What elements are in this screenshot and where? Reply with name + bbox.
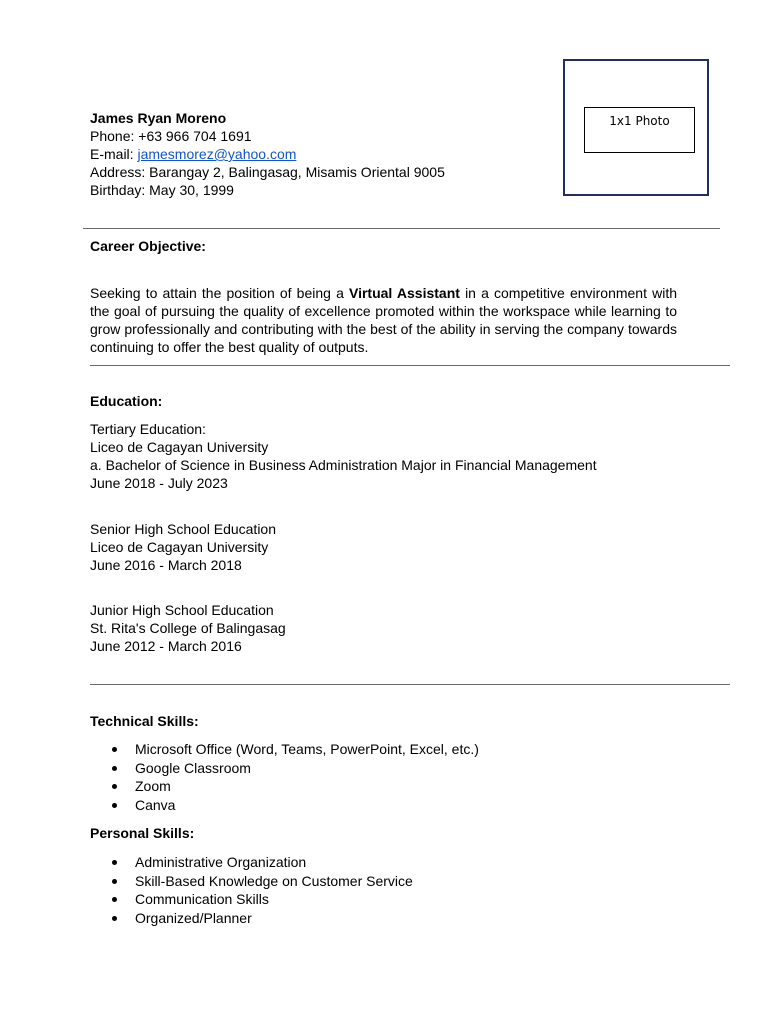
career-intro: Seeking to attain the position of being a — [90, 285, 349, 301]
divider-education — [90, 684, 730, 685]
tertiary-course: a. Bachelor of Science in Business Administration Major in Financial Management — [90, 457, 597, 473]
list-item — [90, 796, 479, 815]
bullet-icon — [112, 766, 117, 771]
career-position: Virtual Assistant — [348, 285, 460, 301]
skill-text: Zoom — [135, 778, 171, 795]
list-item — [90, 740, 479, 759]
skill-text: Communication Skills — [135, 891, 269, 908]
email-link[interactable]: jamesmorez@yahoo.com — [137, 146, 297, 162]
skill-text: Google Classroom — [135, 759, 251, 776]
education-senior — [90, 520, 276, 574]
bullet-icon — [112, 803, 117, 808]
technical-skills-list — [90, 740, 479, 814]
career-objective-text — [90, 284, 677, 356]
email-label: E-mail: — [90, 146, 138, 162]
list-item — [90, 890, 413, 909]
tertiary-school: Liceo de Cagayan University — [90, 439, 269, 455]
list-item — [90, 777, 479, 796]
bullet-icon — [112, 860, 117, 865]
divider-career — [90, 365, 730, 366]
senior-school: Liceo de Cagayan University — [90, 539, 269, 555]
list-item — [90, 872, 413, 891]
personal-skills-heading: Personal Skills: — [90, 825, 195, 841]
bullet-icon — [112, 897, 117, 902]
technical-skills-heading: Technical Skills: — [90, 713, 199, 729]
bullet-icon — [112, 879, 117, 884]
list-item — [90, 759, 479, 778]
career-rest: in a competitive environment with the goal of pursuing the quality of excellence promoted within the workspace while learning to grow professionally and contributing with the best of the ability in serving the company towards continuing to offer the best quality of outputs. — [90, 285, 678, 355]
personal-skills-list — [90, 853, 413, 927]
tertiary-level: Tertiary Education: — [90, 421, 206, 437]
list-item — [90, 909, 413, 928]
bullet-icon — [112, 916, 117, 921]
list-item — [90, 853, 413, 872]
skill-text: Canva — [135, 796, 176, 813]
divider-header — [83, 228, 720, 229]
phone-line: Phone: +63 966 704 1691 — [90, 128, 252, 144]
senior-level: Senior High School Education — [90, 521, 277, 537]
education-heading: Education: — [90, 393, 163, 409]
skill-text: Organized/Planner — [135, 909, 252, 926]
contact-block — [90, 109, 445, 199]
applicant-name: James Ryan Moreno — [90, 110, 227, 126]
skill-text: Administrative Organization — [135, 854, 307, 870]
bullet-icon — [112, 784, 117, 789]
photo-placeholder: 1x1 Photo — [584, 107, 695, 153]
junior-level: Junior High School Education — [90, 602, 274, 618]
career-heading: Career Objective: — [90, 238, 206, 254]
address-line: Address: Barangay 2, Balingasag, Misamis Oriental 9005 — [90, 164, 445, 180]
senior-dates: June 2016 - March 2018 — [90, 557, 242, 573]
birthday-line: Birthday: May 30, 1999 — [90, 182, 234, 198]
education-junior — [90, 601, 286, 655]
tertiary-dates: June 2018 - July 2023 — [90, 475, 228, 491]
skill-text: Microsoft Office (Word, Teams, PowerPoint, Excel, etc.) — [135, 741, 479, 757]
junior-school: St. Rita's College of Balingasag — [90, 620, 286, 636]
email-line — [90, 145, 445, 163]
skill-text: Skill-Based Knowledge on Customer Service — [135, 872, 413, 889]
bullet-icon — [112, 747, 117, 752]
education-tertiary — [90, 420, 597, 492]
junior-dates: June 2012 - March 2016 — [90, 638, 242, 654]
